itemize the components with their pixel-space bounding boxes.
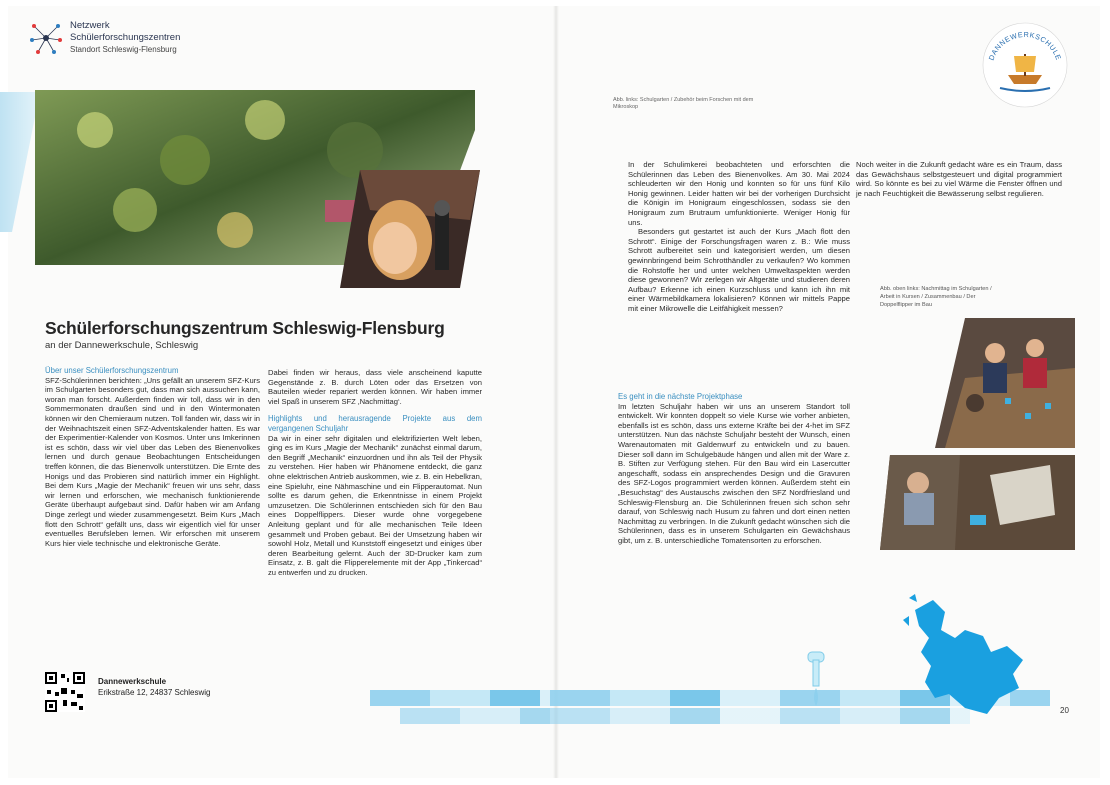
- school-address: [98, 676, 211, 698]
- article-title: Schülerforschungszentrum Schleswig-Flensburg: [45, 318, 445, 338]
- section-text-highlights: Da wir in einer sehr digitalen und elektrifizierten Welt leben, ging es im Kurs „Magie der Mechanik“ zunächst einmal darum, den Begriff „Mechanik“ einzuordnen und ihn als Teil der Physik zu verstehen. Hier haben wir Phänomene entdeckt, die ganz ohne elektrischen Antrieb auskommen, wie z. B. ein Hebelkran, eine Spieluhr, eine Nähmaschine und ein Flipperautomat. Nun sollte es darum gehen, die Erkenntnisse in einem Projekt umzusetzen. Die Schülerinnen entschieden sich für den Bau eines Doppelflippers. Dieser wurde ohne vorgegebene Anleitung geplant und für alle mechanischen Teile Ideen gesammelt und Proben gebaut. Bei der Umsetzung haben wir sowohl Holz, Metall und Kunststoff eingesetzt und einiges über deren Bearbeitung gelernt. Auch der 3D-Drucker kam zum Einsatz, z. B. galt die Flipperelemente mit der App „Tinkercad“ zu entwerfen und zu drucken.: [268, 433, 482, 577]
- network-header: [70, 20, 180, 56]
- article-subtitle: an der Dannewerkschule, Schleswig: [45, 340, 199, 351]
- column-3: [628, 160, 850, 314]
- section-text-next-phase: Im letzten Schuljahr haben wir uns an unserem Standort toll entwickelt. Wir konnten doppelt so viele Kurse wie vorher anbieten, ebenfalls ist es schön, dass uns externe Kräfte bei der 4-het im SFZ unterstützen. Nun das nächste Schuljahr besteht der Wunsch, einen Warenautomaten mit Galdenwurf zu entwickeln und zu bauen. Dieser soll dann im Schulgebäude hängen und allen mit der Ware z. B. Stiften zur Verfügung stehen. Für den Bau wird ein Lasercutter angeschafft, sodass ein ansprechendes Design und die Gravuren des SFZ-Logos programmiert werden können. Außerdem steht ein „Besuchstag“ des Austauschs zwischen den SFZ Nordfriesland und Schleswig-Flensburg an. Die Schülerinnen freuen sich schon sehr darauf, von Schleswig nach Husum zu fahren und dort einen netten Nachmittag zu verbringen. In die Zukunft gedacht wünschen sich die Schülerinnen, dass es in unserem Schulgarten ein Gewächshaus gibt, um z. B. unterschiedliche Tomatensorten zu erforschen.: [618, 401, 850, 545]
- microscope-photo: [340, 170, 480, 288]
- school-street: Erikstraße 12, 24837 Schleswig: [98, 688, 211, 697]
- wave-band-left: [370, 690, 550, 706]
- garden-work-photo: [880, 455, 1075, 550]
- caption-right: Abb. oben links: Nachmittag im Schulgarten / Arbeit in Kursen / Zusammenbau / Der Doppelflipper im Bau: [880, 286, 992, 308]
- section-heading-next-phase: Es geht in die nächste Projektphase: [618, 392, 743, 401]
- section-text-about: SFZ-Schülerinnen berichten: „Uns gefällt an unserem SFZ-Kurs im Schulgarten besonders gut, dass man sich aussuchen kann, woran man forscht. Außerdem finden wir toll, dass wir in den Sommermonaten draußen sind und in den Wintermonaten können wir den Chemieraum nutzen. Toll fanden wir, dass wir in der Weihnachtszeit einen SFZ-Adventskalender hatten. Es war der Experimentier-Kalender von Kosmos. Unter uns Imkerinnen ist es schön, dass wir viel über das Leben des Bienenvolkes lernen und durch genaue Beobachtungen Entscheidungen treffen können, die das Bienenvolk unterstützen. Die Ernte des Honigs und das Probieren sind natürlich immer ein Highlight. Bei dem Kurs „Magie der Mechanik“ freuen wir uns sehr, dass wir lernen und erforschen, wie mechanisch funktionierende Geräte überhaupt aufgebaut sind. Dafür haben wir am Anfang Dinge zerlegt und wieder zusammengesetzt. Beim Kurs „Mach flott den Schrott“ gefällt uns, dass wir eigentlich viel für unser eventuelles Berufsleben lernen. Wir erforschen mit unserem Kurs hier viele technische und elektronische Geräte.: [45, 375, 260, 548]
- school-name: Dannewerkschule: [98, 677, 167, 686]
- network-line-1: Netzwerk: [70, 20, 110, 31]
- network-line-3: Standort Schleswig-Flensburg: [70, 45, 177, 54]
- section-heading-about: Über unser Schülerforschungszentrum: [45, 366, 179, 375]
- logo-arc-text: DANNEWERKSCHULE: [986, 29, 1064, 62]
- qr-code-icon[interactable]: [45, 672, 85, 712]
- section-heading-highlights: Highlights und herausragende Projekte aus dem vergangenen Schuljahr: [268, 414, 482, 433]
- column-4: [856, 160, 1062, 198]
- page-gutter: [553, 6, 559, 778]
- classroom-photo: [935, 318, 1075, 448]
- network-line-2: Schülerforschungszentren: [70, 32, 181, 43]
- section-text-scrap: Besonders gut gestartet ist auch der Kurs „Mach flott den Schrott“. Einige der Forschungsfragen waren z. B.: Wie muss Schrott aufbereitet sein und kategorisiert werden, um diesen gewinnbringend beim Schrotthändler zu verkaufen? Wo kommen die Rohstoffe her und unter welchen Umweltaspekten werden diese gewonnen? Wir zerlegen wir Altgeräte und studieren deren Aufbau? Erkenne ich einen Kurzschluss und kann ich ihn mit einer Wärmebildkamera lokalisieren? Können wir mittels Pappe mit einer Mikrowelle die Leitfähigkeit messen?: [628, 227, 850, 313]
- column-2: [268, 368, 482, 577]
- page-number: 20: [1060, 706, 1069, 715]
- section-text-future: Noch weiter in die Zukunft gedacht wäre es ein Traum, dass das Gewächshaus selbstgesteuert und digital programmiert wird. So könnte es bei zu viel Wärme die Fenster öffnen und je nach Feuchtigkeit die Bewässerung selbst regulieren.: [856, 160, 1062, 198]
- schleswig-holstein-map-icon: [895, 590, 1035, 720]
- section-text-beekeeping: In der Schulimkerei beobachteten und erforschten die Schülerinnen das Leben des Bienenvolkes. Am 30. Mai 2024 schleuderten wir den Honig und konnten so für uns fünf Kilo Honig gewinnen. Leider hatten wir bei der vorherigen Durchsicht die Königin im Honigraum eingeschlossen, sodass sie den Honigraum zum Brutraum umfunktionierte. Weniger Honig für uns.: [628, 160, 850, 227]
- network-logo-icon: [28, 18, 64, 58]
- dannewerkschule-logo-icon: [980, 20, 1070, 110]
- column-1: [45, 366, 260, 548]
- column-3b: [618, 392, 850, 546]
- caption-top: Abb. links: Schulgarten / Zubehör beim Forschen mit dem Mikroskop: [613, 97, 754, 110]
- wave-band-left-2: [400, 708, 550, 724]
- section-text-about-cont: Dabei finden wir heraus, dass viele anscheinend kaputte Gegenstände z. B. durch Löten oder das Ersetzen von Bauteilen wieder repariert werden können. Wir haben immer viel Spaß in unserem SFZ ‚Nachmittag‘.: [268, 368, 482, 406]
